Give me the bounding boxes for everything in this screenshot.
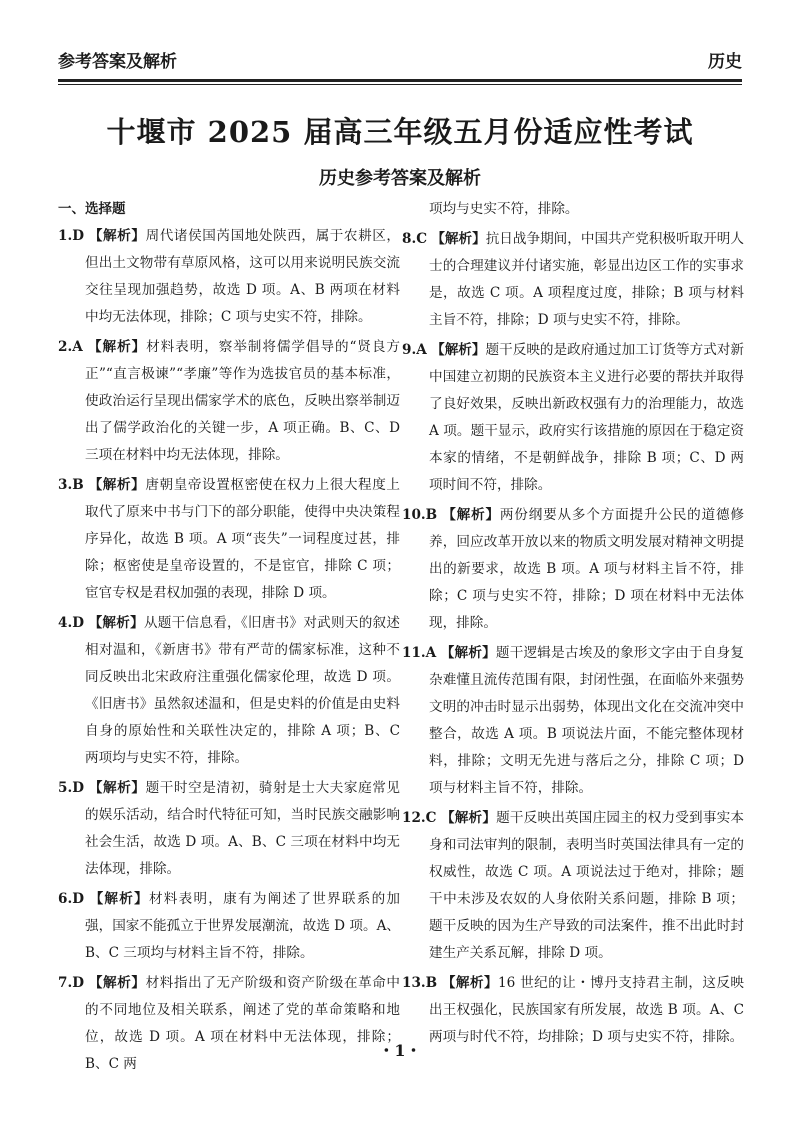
answer-number: 4.D bbox=[58, 615, 84, 631]
answer-text: 题干反映的是政府通过加工订货等方式对新中国建立初期的民族资本主义进行必要的帮扶并取得了良好效果，反映出新政权强有力的治理能力，故选 A 项。题干显示，政府实行该措施的原因在于稳定资本家的情绪，不是朝鲜战争，排除 B 项；C、D 两项时间不符，排除。 bbox=[429, 342, 745, 493]
answer-item-4 bbox=[58, 610, 400, 772]
answer-item-2 bbox=[58, 334, 400, 469]
answer-item-7-continued bbox=[402, 196, 744, 223]
left-column bbox=[58, 196, 400, 1081]
answer-number: 7.D bbox=[58, 975, 84, 991]
analysis-tag: 【解析】 bbox=[88, 780, 146, 796]
answer-item-11 bbox=[402, 640, 744, 802]
answer-number: 11.A bbox=[402, 645, 437, 661]
answer-number: 6.D bbox=[58, 891, 84, 907]
answer-text: 材料表明，康有为阐述了世界联系的加强，国家不能孤立于世界发展潮流，故选 D 项。A、B、C 三项均与材料主旨不符，排除。 bbox=[85, 891, 401, 961]
answer-item-9 bbox=[402, 337, 744, 499]
answer-text: 题干反映出英国庄园主的权力受到事实本身和司法审判的限制，表明当时英国法律具有一定的权威性，故选 C 项。A 项说法过于绝对，排除；题干中未涉及农奴的人身依附关系问题，排除 B 项；题干反映的因为生产导致的司法案件，推不出此时封建生产关系瓦解，排除 D 项。 bbox=[429, 810, 744, 961]
analysis-tag: 【解析】 bbox=[441, 810, 497, 826]
header-rule-thin bbox=[58, 84, 742, 85]
analysis-tag: 【解析】 bbox=[442, 507, 500, 523]
analysis-tag: 【解析】 bbox=[431, 231, 486, 247]
answer-text: 周代诸侯国芮国地处陕西，属于农耕区，但出土文物带有草原风格，这可以用来说明民族交流交往呈现加强趋势，故选 D 项。A、B 两项在材料中均无法体现，排除；C 项与史实不符，排除。 bbox=[85, 228, 401, 325]
document-subtitle: 历史参考答案及解析 bbox=[319, 168, 481, 189]
analysis-tag: 【解析】 bbox=[88, 975, 146, 991]
analysis-tag: 【解析】 bbox=[88, 477, 146, 493]
answer-text: 材料表明，察举制将儒学倡导的“贤良方正”“直言极谏”“孝廉”等作为选拔官员的基本标准，使政治运行呈现出儒家学术的底色，反映出察举制迈出了儒学政治化的关键一步，A 项正确。B、C、D 三项在材料中均无法体现，排除。 bbox=[85, 339, 401, 463]
answer-number: 8.C bbox=[402, 231, 428, 247]
answer-text: 题干逻辑是古埃及的象形文字由于自身复杂难懂且流传范围有限，封闭性强，在面临外来强势文明的冲击时显示出弱势，体现出文化在交流冲突中整合，故选 A 项。B 项说法片面，不能完整体现材料，排除；文明无先进与落后之分，排除 C 项；D 项与材料主旨不符，排除。 bbox=[429, 645, 745, 796]
answer-text: 项均与史实不符，排除。 bbox=[429, 201, 579, 217]
answer-text: 题干时空是清初，骑射是士大夫家庭常见的娱乐活动，结合时代特征可知，当时民族交融影响社会生活，故选 D 项。A、B、C 三项在材料中均无法体现，排除。 bbox=[85, 780, 401, 877]
answer-item-3 bbox=[58, 472, 400, 607]
header-left-label: 参考答案及解析 bbox=[58, 51, 177, 72]
header-rule bbox=[58, 79, 742, 82]
answer-text: 材料指出了无产阶级和资产阶级在革命中的不同地位及相关联系，阐述了党的革命策略和地位，故选 D 项。A 项在材料中无法体现，排除；B、C 两 bbox=[85, 975, 401, 1072]
answer-number: 13.B bbox=[402, 975, 438, 991]
answer-text: 16 世纪的让・博丹支持君主制，这反映出王权强化，民族国家有所发展，故选 B 项。A、C 两项与时代不符，均排除；D 项与史实不符，排除。 bbox=[429, 975, 745, 1045]
answer-item-6 bbox=[58, 886, 400, 967]
answer-item-5 bbox=[58, 775, 400, 883]
answer-text: 抗日战争期间，中国共产党积极听取开明人士的合理建议并付诸实施，彰显出边区工作的实事求是，故选 C 项。A 项程度过度，排除；B 项与材料主旨不符，排除；D 项与史实不符，排除。 bbox=[429, 231, 744, 328]
right-column bbox=[402, 196, 744, 1054]
answer-item-1 bbox=[58, 223, 400, 331]
answer-number: 9.A bbox=[402, 342, 427, 358]
answer-number: 5.D bbox=[58, 780, 84, 796]
analysis-tag: 【解析】 bbox=[88, 228, 146, 244]
answer-item-8 bbox=[402, 226, 744, 334]
page-header bbox=[58, 44, 742, 74]
analysis-tag: 【解析】 bbox=[441, 975, 499, 991]
analysis-tag: 【解析】 bbox=[88, 339, 147, 355]
section-heading: 一、选择题 bbox=[58, 201, 126, 217]
document-title: 十堰市 2025 届高三年级五月份适应性考试 bbox=[106, 115, 694, 149]
answer-number: 10.B bbox=[402, 507, 438, 523]
analysis-tag: 【解析】 bbox=[440, 645, 496, 661]
answer-number: 1.D bbox=[58, 228, 84, 244]
answer-item-7 bbox=[58, 970, 400, 1078]
answer-number: 2.A bbox=[58, 339, 83, 355]
analysis-tag: 【解析】 bbox=[88, 615, 144, 631]
answer-text: 唐朝皇帝设置枢密使在权力上很大程度上取代了原来中书与门下的部分职能，使得中央决策程序异化，故选 B 项。A 项“丧失”一词程度过甚，排除；枢密使是皇帝设置的，不是宦官，排除 C 项；宦官专权是君权加强的表现，排除 D 项。 bbox=[85, 477, 401, 601]
page-number: ・1・ bbox=[378, 1041, 422, 1060]
header-subject-label: 历史 bbox=[708, 51, 742, 72]
answer-number: 3.B bbox=[58, 477, 84, 493]
analysis-tag: 【解析】 bbox=[89, 891, 149, 907]
answer-text: 两份纲要从多个方面提升公民的道德修养，回应改革开放以来的物质文明发展对精神文明提出的新要求，故选 B 项。A 项与材料主旨不符，排除；C 项与史实不符，排除；D 项在材料中无法体现，排除。 bbox=[429, 507, 744, 631]
answer-number: 12.C bbox=[402, 810, 437, 826]
answer-item-10 bbox=[402, 502, 744, 637]
analysis-tag: 【解析】 bbox=[431, 342, 486, 358]
answer-text: 从题干信息看，《旧唐书》对武则天的叙述相对温和，《新唐书》带有严苛的儒家标准，这种不同反映出北宋政府注重强化儒家伦理，故选 D 项。《旧唐书》虽然叙述温和，但是史料的价值是由史料自身的原始性和关联性决定的，排除 A 项；B、C 两项均与史实不符，排除。 bbox=[85, 615, 400, 766]
answer-item-12 bbox=[402, 805, 744, 967]
